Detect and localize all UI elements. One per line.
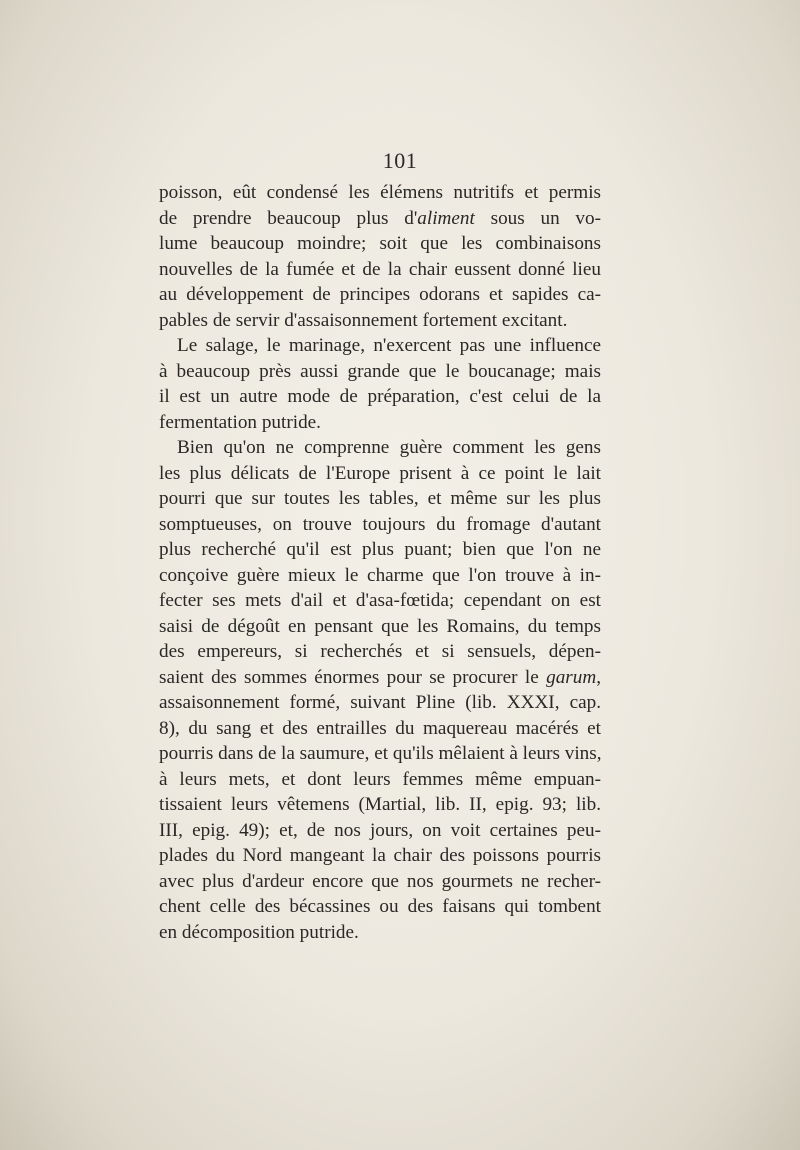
text-line: III, epig. 49); et, de nos jours, on voit certaines peu- [159,819,601,841]
text-line: fecter ses mets d'ail et d'asa-fœtida; cependant on est [159,590,601,611]
text-line: pables de servir d'assaisonnement fortement excitant. [159,309,568,331]
page-number: 101 [382,148,418,173]
text-line: à beaucoup près aussi grande que le boucanage; mais [159,360,601,382]
text-line: 8), du sang et des entrailles du maquereau macérés et [159,717,601,739]
text-line: saisi de dégoût en pensant que les Romains, du temps [159,615,601,637]
text-line: des empereurs, si recherchés et si sensuels, dépen- [159,641,601,662]
text-line: chent celle des bécassines ou des faisans qui tombent [159,896,601,917]
text-line: au développement de principes odorans et sapides ca- [159,284,601,305]
text-line: en décomposition putride. [159,921,359,943]
emphasis: aliment [417,207,475,229]
text-line: poisson, eût condensé les élémens nutritifs et permis [159,182,601,203]
text-line: il est un autre mode de préparation, c'est celui de la [159,386,601,407]
text-line: conçoive guère mieux le charme que l'on trouve à in- [159,564,601,586]
emphasis: garum [546,666,597,688]
text-line: Le salage, le marinage, n'exercent pas une influence [177,335,601,356]
text-line: plades du Nord mangeant la chair des poissons pourris [159,845,601,866]
text-line: plus recherché qu'il est plus puant; bien que l'on ne [159,539,601,560]
text-line: saient des sommes énormes pour se procurer le garum, [159,666,601,688]
text-line: lume beaucoup moindre; soit que les combinaisons [159,233,601,254]
text-line: somptueuses, on trouve toujours du fromage d'autant [159,513,601,535]
text-line: pourri que sur toutes les tables, et même sur les plus [159,488,601,509]
text-line: pourris dans de la saumure, et qu'ils mêlaient à leurs vins, [159,743,602,764]
text-line: Bien qu'on ne comprenne guère comment les gens [177,437,601,458]
text-line: à leurs mets, et dont leurs femmes même empuan- [159,768,601,790]
text-line: tissaient leurs vêtemens (Martial, lib. II, epig. 93; lib. [159,794,601,815]
body-text [159,180,601,945]
text-line: nouvelles de la fumée et de la chair eussent donné lieu [159,258,601,280]
text-line: les plus délicats de l'Europe prisent à ce point le lait [159,462,601,484]
text-line: avec plus d'ardeur encore que nos gourmets ne recher- [159,870,601,892]
text-line: de prendre beaucoup plus d'aliment sous un vo- [159,207,601,229]
text-line: fermentation putride. [159,411,321,433]
text-line: assaisonnement formé, suivant Pline (lib. XXXI, cap. [159,692,601,713]
